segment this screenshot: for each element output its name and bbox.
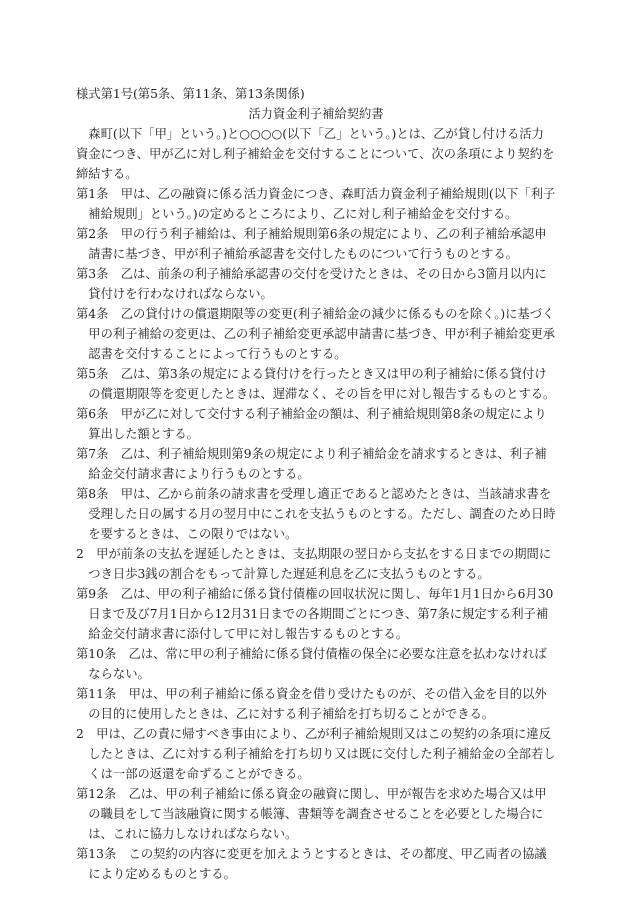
clause-number: 第3条 (76, 267, 109, 281)
clause-text: 甲は、甲の利子補給に係る資金を借り受けたものが、その借入金を目的以外の目的に使用したときは、乙に対する利子補給を打ち切ることができる。 (88, 687, 547, 721)
clause-number: 第4条 (76, 307, 109, 321)
clause-text: 乙は、前条の利子補給承認書の交付を受けたときは、その日から3箇月以内に貸付けを行わなければならない。 (88, 267, 547, 301)
clause-number: 第7条 (76, 447, 109, 461)
clause-number: 第11条 (76, 687, 117, 701)
clause-text: 甲が乙に対して交付する利子補給金の額は、利子補給規則第8条の規定により算出した額とする。 (88, 407, 547, 441)
form-number: 様式第1号(第5条、第11条、第13条関係) (76, 87, 305, 101)
clause-list (76, 184, 556, 884)
clause-number: 第1条 (76, 187, 109, 201)
preamble: 森町(以下「甲」という。)と○○○○(以下「乙」という。)とは、乙が貸し付ける活力資金につき、甲が乙に対し利子補給金を交付することについて、次の条項により契約を締結する。 (76, 127, 555, 181)
clause-item (76, 224, 556, 264)
clause-text: 甲は、乙の責に帰すべき事由により、乙が利子補給規則又はこの契約の条項に違反したときは、乙に対する利子補給を打ち切り又は既に交付した利子補給金の全部若しくは一部の返還を命ずることができる。 (88, 727, 556, 781)
clause-item (76, 184, 556, 224)
clause-item (76, 684, 556, 724)
clause-item (76, 584, 556, 644)
clause-item (76, 304, 556, 364)
clause-paragraph (76, 544, 556, 584)
clause-number: 第2条 (76, 227, 109, 241)
clause-item (76, 784, 556, 844)
clause-text: 甲の行う利子補給は、利子補給規則第6条の規定により、乙の利子補給承認申請書に基づき、甲が利子補給承認書を交付したものについて行うものとする。 (88, 227, 547, 261)
clause-text: 甲は、乙の融資に係る活力資金につき、森町活力資金利子補給規則(以下「利子補給規則」という。)の定めるところにより、乙に対し利子補給金を交付する。 (88, 187, 556, 221)
clause-item (76, 484, 556, 544)
clause-number: 第12条 (76, 787, 117, 801)
clause-text: 乙の貸付けの償還期限等の変更(利子補給金の減少に係るものを除く。)に基づく甲の利子補給の変更は、乙の利子補給変更承認申請書に基づき、甲が利子補給変更承認書を交付することによって行うものとする。 (88, 307, 556, 361)
clause-number: 第6条 (76, 407, 109, 421)
clause-number: 2 (76, 547, 84, 561)
clause-number: 第5条 (76, 367, 109, 381)
clause-text: この契約の内容に変更を加えようとするときは、その都度、甲乙両者の協議により定めるものとする。 (88, 847, 547, 881)
clause-text: 乙は、第3条の規定による貸付けを行ったとき又は甲の利子補給に係る貸付けの償還期限等を変更したときは、遅滞なく、その旨を甲に対し報告するものとする。 (88, 367, 556, 401)
clause-number: 第9条 (76, 587, 109, 601)
clause-number: 2 (76, 727, 84, 741)
clause-number: 第10条 (76, 647, 117, 661)
clause-text: 甲が前条の支払を遅延したときは、支払期限の翌日から支払をする日までの期間につき日歩3銭の割合をもって計算した遅延利息を乙に支払うものとする。 (88, 547, 552, 581)
clause-paragraph (76, 724, 556, 784)
clause-item (76, 844, 556, 884)
contract-document (76, 84, 556, 884)
clause-text: 乙は、甲の利子補給に係る資金の融資に関し、甲が報告を求めた場合又は甲の職員をして当該融資に関する帳簿、書類等を調査させることを必要とした場合には、これに協力しなければならない。 (88, 787, 547, 841)
clause-item (76, 644, 556, 684)
clause-item (76, 364, 556, 404)
clause-item (76, 404, 556, 444)
clause-text: 乙は、利子補給規則第9条の規定により利子補給金を請求するときは、利子補給金交付請求書により行うものとする。 (88, 447, 547, 481)
clause-text: 乙は、常に甲の利子補給に係る貸付債権の保全に必要な注意を払わなければならない。 (88, 647, 547, 681)
clause-number: 第8条 (76, 487, 109, 501)
clause-text: 甲は、乙から前条の請求書を受理し適正であると認めたときは、当該請求書を受理した日の属する月の翌月中にこれを支払うものとする。ただし、調査のため日時を要するときは、この限りではない。 (88, 487, 556, 541)
clause-text: 乙は、甲の利子補給に係る貸付債権の回収状況に関し、毎年1月1日から6月30日まで及び7月1日から12月31日までの各期間ごとにつき、第7条に規定する利子補給金交付請求書に添付して甲に対し報告するものとする。 (88, 587, 554, 641)
clause-item (76, 444, 556, 484)
document-title: 活力資金利子補給契約書 (248, 107, 384, 121)
clause-number: 第13条 (76, 847, 117, 861)
clause-item (76, 264, 556, 304)
